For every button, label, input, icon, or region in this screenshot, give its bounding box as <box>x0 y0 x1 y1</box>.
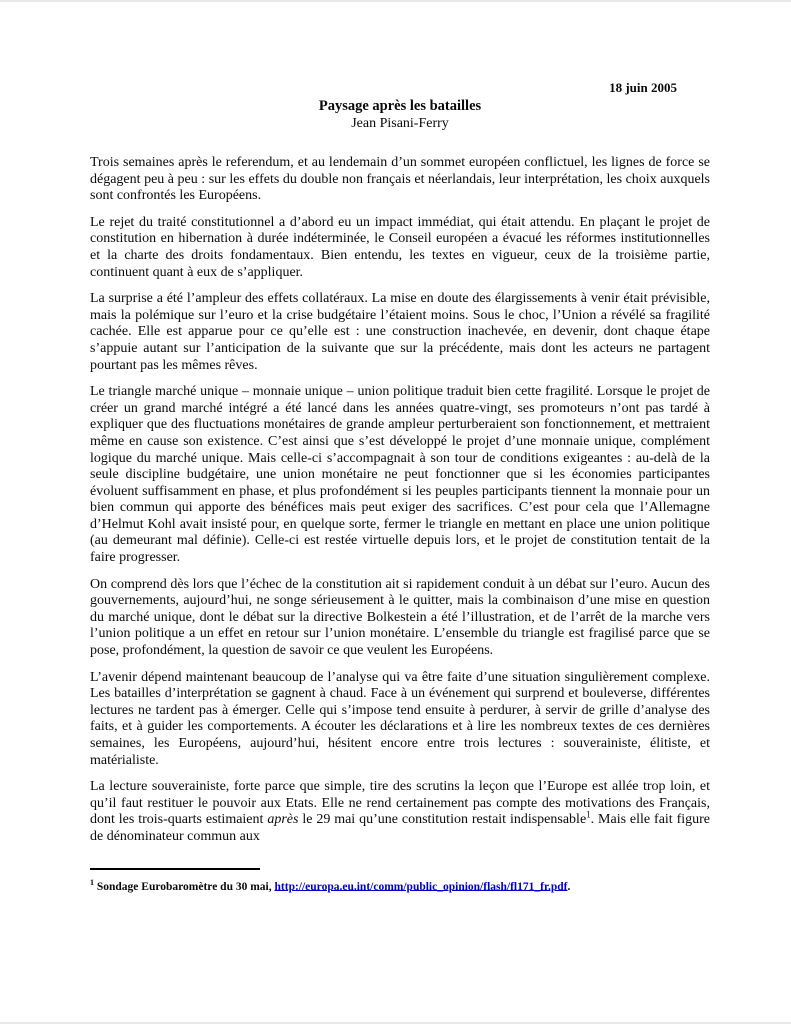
footnote-link[interactable]: http://europa.eu.int/comm/public_opinion/flash/fl171_fr.pdf <box>274 880 568 893</box>
footnote-suffix: . <box>567 880 571 893</box>
document-author: Jean Pisani-Ferry <box>351 116 449 131</box>
paragraph-1: Trois semaines après le referendum, et au lendemain d’un sommet européen conflictuel, les lignes de force se dégagent peu à peu : sur les effets du double non français et néerlandais, leur interprétation, les choix auxquels sont confrontés les Européens. <box>90 155 710 204</box>
footnote-separator <box>90 868 260 870</box>
paragraph-4: Le triangle marché unique – monnaie unique – union politique traduit bien cette fragilité. Lorsque le projet de créer un grand marché intégré a été lancé dans les années quatre-vingt, ses promoteurs n’ont pas tardé à expliquer que des fluctuations monétaires de grande ampleur perturberaient son fonctionnement, et mettraient même en cause son existence. C’est ainsi que s’est développé le projet d’une monnaie unique, complément logique du marché unique. Mais celle-ci s’accompagnait à son tour de conditions exigeantes : au-delà de la seule discipline budgétaire, une union monétaire ne peut fonctionner que si les économies participantes évoluent suffisamment en phase, et plus profondément si les peuples participants tiennent la monnaie pour un bien commun qui apporte des bénéfices mais peut exiger des sacrifices. C’est pour cela que l’Allemagne d’Helmut Kohl avait insisté pour, en quelque sorte, fermer le triangle en mettant en place une union politique (au demeurant mal définie). Celle-ci est restée virtuelle depuis lors, et le projet de constitution tentait de la faire progresser. <box>90 384 710 566</box>
paragraph-5: On comprend dès lors que l’échec de la constitution ait si rapidement conduit à un débat sur l’euro. Aucun des gouvernements, aujourd’hui, ne songe sérieusement à le quitter, mais la combinaison d’une mise en question du marché unique, dont le débat sur la directive Bolkestein a été l’illustration, et de l’arrêt de la marche vers l’union politique a un effet en retour sur l’union monétaire. L’ensemble du triangle est fragilisé parce que se pose, profondément, la question de savoir ce que veulent les Européens. <box>90 576 710 659</box>
paragraph-3: La surprise a été l’ampleur des effets collatéraux. La mise en doute des élargissements à venir était prévisible, mais la polémique sur l’euro et la crise budgétaire l’étaient moins. Sous le choc, l’Union a révélé sa fragilité cachée. Elle est apparue pour ce qu’elle est : une construction inachevée, en devenir, dont chaque étape s’appuie autant sur l’anticipation de la suivante que sur la précédente, mais dont les acteurs ne partagent pourtant pas les mêmes rêves. <box>90 291 710 373</box>
paragraph-7-text: La lecture souverainiste, forte parce que simple, tire des scrutins la leçon que l’Europe est allée trop loin, et qu’il faut restituer le pouvoir aux Etats. Elle ne rend certainement pas compte des motivations des Français, dont les trois-quarts estimaient <box>90 779 710 828</box>
paragraph-6: L’avenir dépend maintenant beaucoup de l’analyse qui va être faite d’une situation singulièrement complexe. Les batailles d’interprétation se gagnent à chaud. Face à un événement qui surprend et bouleverse, différentes lectures ne tardent pas à émerger. Celle qui s’impose tend ensuite à perdurer, à servir de grille d’analyse des faits, et à guider les comportements. A écouter les déclarations et à lire les nombreux textes de ces dernières semaines, les Européens, aujourd’hui, hésitent encore entre trois lectures : souverainiste, élitiste, et matérialiste. <box>90 669 710 768</box>
paragraph-7-text-2: le 29 mai qu’une constitution restait indispensable <box>298 812 587 828</box>
paragraph-7 <box>90 779 710 845</box>
paragraph-7-text-3: . Mais elle fait figure de dénominateur commun aux <box>90 812 711 844</box>
document-date: 18 juin 2005 <box>609 80 677 95</box>
document-title: Paysage après les batailles <box>318 98 482 114</box>
footnote-reference: 1 <box>586 809 591 820</box>
footnote-label: Sondage Eurobaromètre du 30 mai, <box>94 880 275 893</box>
footnote <box>90 876 710 894</box>
document-content <box>90 80 710 893</box>
paragraph-2: Le rejet du traité constitutionnel a d’abord eu un impact immédiat, qui était attendu. En plaçant le projet de constitution en hibernation à durée indéterminée, le Conseil européen a évacué les réformes institutionnelles et la charte des droits fondamentaux. Bien entendu, les textes en vigueur, ceux de la troisième partie, continuent quant à eux de s’appliquer. <box>90 214 710 280</box>
document-body <box>90 155 710 846</box>
paragraph-7-italic: après <box>267 812 299 828</box>
footnote-marker: 1 <box>90 877 94 887</box>
